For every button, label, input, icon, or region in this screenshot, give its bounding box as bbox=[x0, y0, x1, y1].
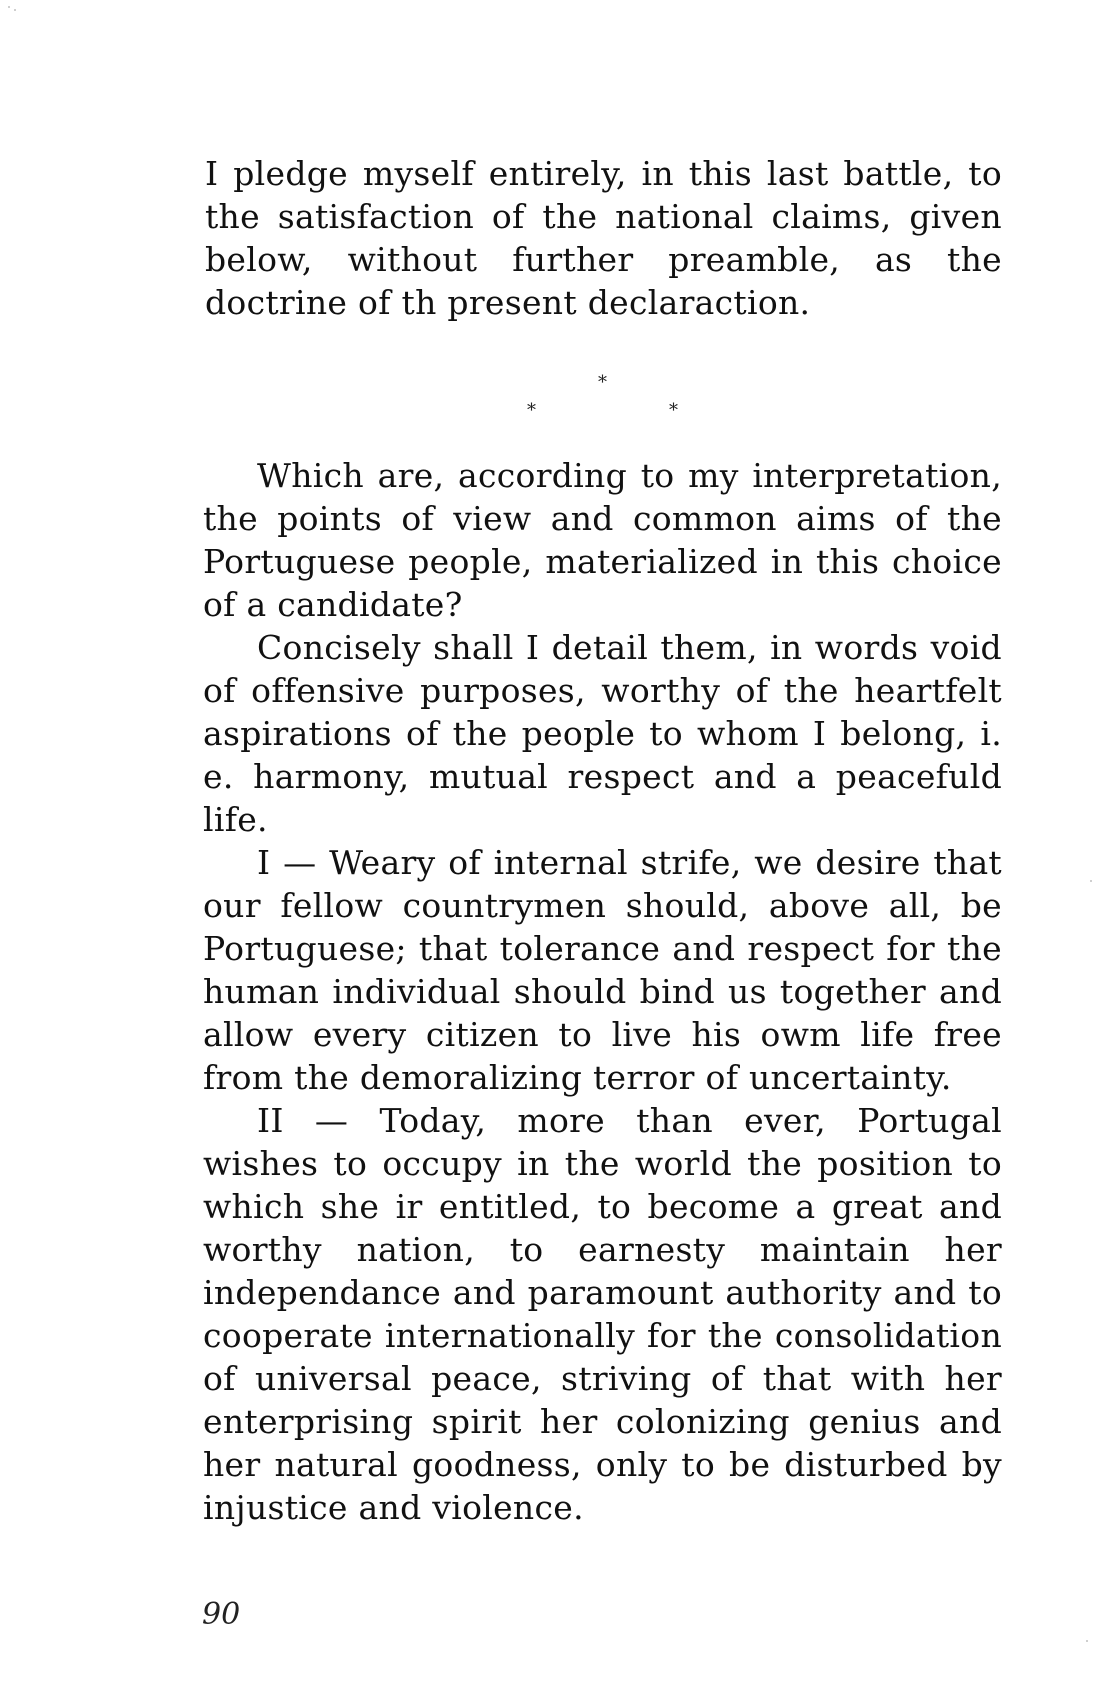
scan-speck bbox=[8, 6, 10, 8]
scan-speck bbox=[1086, 1640, 1088, 1642]
opening-paragraph: I pledge myself entirely, in this last battle, to the satisfaction of the national claims, given below, without further preamble, as the doctrine of th present declaraction. bbox=[205, 154, 1002, 322]
scan-speck bbox=[14, 9, 16, 11]
paragraph-point-one: I — Weary of internal strife, we desire that our fellow countrymen should, above all, be Portuguese; that tolerance and respect for the human individual should bind us together and allow every citizen to live his owm life free from the demoralizing terror of uncertainty. bbox=[203, 843, 1002, 1097]
body-text bbox=[203, 454, 1002, 1529]
scan-speck bbox=[1090, 880, 1092, 882]
paragraph-question: Which are, according to my interpretation, the points of view and common aims of the Portuguese people, materialized in this choice of a candidate? bbox=[203, 456, 1002, 624]
page-number: 90 bbox=[202, 1597, 241, 1632]
asterisk-right: * bbox=[669, 400, 678, 421]
paragraph-point-two: II — Today, more than ever, Portugal wishes to occupy in the world the position to which she ir entitled, to become a great and worthy nation, to earnesty maintain her independance and paramount authority and to cooperate internationally for the consolidation of universal peace, striving of that with her enterprising spirit her colonizing genius and her natural goodness, only to be disturbed by injustice and violence. bbox=[203, 1101, 1002, 1527]
asterisk-top: * bbox=[598, 372, 607, 393]
paragraph-concisely: Concisely shall I detail them, in words void of offensive purposes, worthy of the heartfelt aspirations of the people to whom I belong, i. e. harmony, mutual respect and a peacefuld life. bbox=[203, 628, 1002, 839]
asterisk-left: * bbox=[527, 400, 536, 421]
